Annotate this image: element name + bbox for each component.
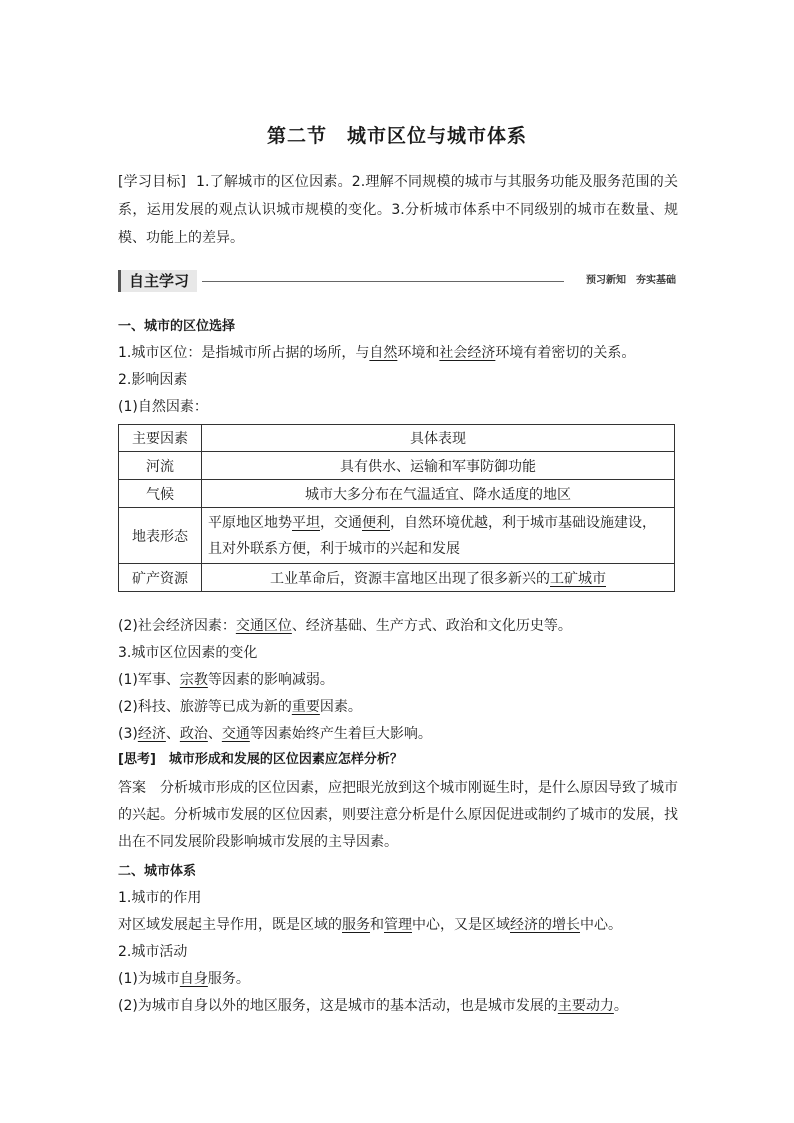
table-row <box>119 508 675 564</box>
factor-cell: 气候 <box>119 480 202 508</box>
factor-cell: 地表形态 <box>119 508 202 564</box>
activity-item-1: (1)为城市自身服务。 <box>118 971 250 987</box>
change-heading: 3.城市区位因素的变化 <box>118 645 258 661</box>
table-header-cell: 具体表现 <box>202 425 675 452</box>
section-label: 自主学习 <box>118 270 197 292</box>
section-divider <box>202 281 564 282</box>
activity-heading: 2.城市活动 <box>118 944 188 960</box>
social-factors: (2)社会经济因素：交通区位、经济基础、生产方式、政治和文化历史等。 <box>118 618 572 634</box>
role-heading: 1.城市的作用 <box>118 890 202 906</box>
description-cell: 平原地区地势平坦，交通便利，自然环境优越，利于城市基础设施建设，且对外联系方便，利于城市的兴起和发展 <box>202 508 675 564</box>
table-row <box>119 480 675 508</box>
description-cell: 具有供水、运输和军事防御功能 <box>202 452 675 480</box>
description-cell: 工业革命后，资源丰富地区出现了很多新兴的工矿城市 <box>202 564 675 592</box>
answer-paragraph <box>118 775 678 856</box>
table-row <box>119 564 675 592</box>
table-row <box>119 452 675 480</box>
influence-heading: 2.影响因素 <box>118 372 188 388</box>
page-title: 第二节 城市区位与城市体系 <box>266 125 527 147</box>
change-item-2: (2)科技、旅游等已成为新的重要因素。 <box>118 699 362 715</box>
goal-text: 1.了解城市的区位因素。2.理解不同规模的城市与其服务功能及服务范围的关系，运用发展的观点认识城市规模的变化。3.分析城市体系中不同级别的城市在数量、规模、功能上的差异。 <box>118 174 678 246</box>
natural-factors-table <box>118 424 675 592</box>
goal-tag: [学习目标] <box>118 174 187 190</box>
section-subtitle: 预习新知 夯实基础 <box>586 275 676 286</box>
table-header-cell: 主要因素 <box>119 425 202 452</box>
table-header-row <box>119 425 675 452</box>
factor-cell: 矿产资源 <box>119 564 202 592</box>
city-location-definition: 1.城市区位：是指城市所占据的场所，与自然环境和社会经济环境有着密切的关系。 <box>118 345 636 361</box>
think-question: [思考] 城市形成和发展的区位因素应怎样分析？ <box>118 752 403 767</box>
factor-cell: 河流 <box>119 452 202 480</box>
description-cell: 城市大多分布在气温适宜、降水适度的地区 <box>202 480 675 508</box>
section-header <box>118 268 676 294</box>
change-item-3: (3)经济、政治、交通等因素始终产生着巨大影响。 <box>118 726 432 742</box>
role-text: 对区域发展起主导作用，既是区域的服务和管理中心，又是区域经济的增长中心。 <box>118 917 622 933</box>
part2-heading: 二、城市体系 <box>118 864 197 879</box>
change-item-1: (1)军事、宗教等因素的影响减弱。 <box>118 672 334 688</box>
activity-item-2: (2)为城市自身以外的地区服务，这是城市的基本活动，也是城市发展的主要动力。 <box>118 998 628 1014</box>
natural-factors-heading: (1)自然因素： <box>118 399 208 415</box>
part1-heading: 一、城市的区位选择 <box>118 319 236 334</box>
answer-tag: 答案 <box>118 780 146 796</box>
learning-goals <box>118 168 678 252</box>
answer-text: 分析城市形成的区位因素，应把眼光放到这个城市刚诞生时，是什么原因导致了城市的兴起。分析城市发展的区位因素，则要注意分析是什么原因促进或制约了城市的发展，找出在不同发展阶段影响城市发展的主导因素。 <box>118 780 678 850</box>
